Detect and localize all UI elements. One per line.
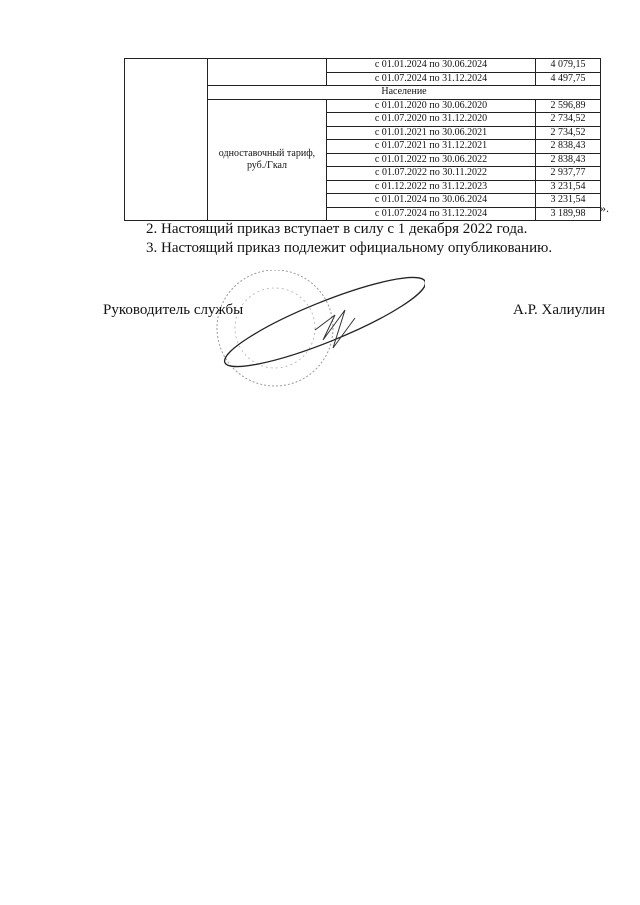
value-cell: 4 079,15 — [536, 59, 601, 73]
value-cell: 2 838,43 — [536, 153, 601, 167]
period-cell: с 01.07.2024 по 31.12.2024 — [327, 207, 536, 221]
value-cell: 2 937,77 — [536, 167, 601, 181]
tariff-label: одноставочный тариф, руб./Гкал — [208, 99, 327, 221]
table-row — [125, 59, 601, 73]
period-cell: с 01.01.2022 по 30.06.2022 — [327, 153, 536, 167]
group-header: Население — [208, 86, 601, 100]
signer-role: Руководитель службы — [103, 302, 244, 318]
empty-cell — [125, 59, 208, 221]
stamp-inner-ring — [235, 288, 315, 368]
period-cell: с 01.07.2024 по 31.12.2024 — [327, 72, 536, 86]
stamp-signature-graphic — [205, 270, 425, 390]
value-cell: 3 189,98 — [536, 207, 601, 221]
period-cell: с 01.01.2020 по 30.06.2020 — [327, 99, 536, 113]
period-cell: с 01.07.2021 по 31.12.2021 — [327, 140, 536, 154]
value-cell: 3 231,54 — [536, 180, 601, 194]
value-cell: 2 596,89 — [536, 99, 601, 113]
value-cell: 2 734,52 — [536, 113, 601, 127]
closing-quote: ». — [600, 201, 609, 215]
tariff-table — [124, 58, 601, 221]
period-cell: с 01.07.2020 по 31.12.2020 — [327, 113, 536, 127]
period-cell: с 01.01.2024 по 30.06.2024 — [327, 194, 536, 208]
value-cell: 4 497,75 — [536, 72, 601, 86]
period-cell: с 01.01.2021 по 30.06.2021 — [327, 126, 536, 140]
signature-scribble — [315, 310, 355, 348]
value-cell: 2 838,43 — [536, 140, 601, 154]
value-cell: 2 734,52 — [536, 126, 601, 140]
stamp-outer-ring — [217, 270, 333, 386]
period-cell: с 01.07.2022 по 30.11.2022 — [327, 167, 536, 181]
paragraph-2: 2. Настоящий приказ вступает в силу с 1 декабря 2022 года. — [146, 221, 528, 237]
signer-name: А.Р. Халиулин — [513, 302, 606, 318]
empty-cell — [208, 59, 327, 86]
period-cell: с 01.12.2022 по 31.12.2023 — [327, 180, 536, 194]
paragraph-3: 3. Настоящий приказ подлежит официальному опубликованию. — [146, 240, 553, 256]
value-cell: 3 231,54 — [536, 194, 601, 208]
period-cell: с 01.01.2024 по 30.06.2024 — [327, 59, 536, 73]
